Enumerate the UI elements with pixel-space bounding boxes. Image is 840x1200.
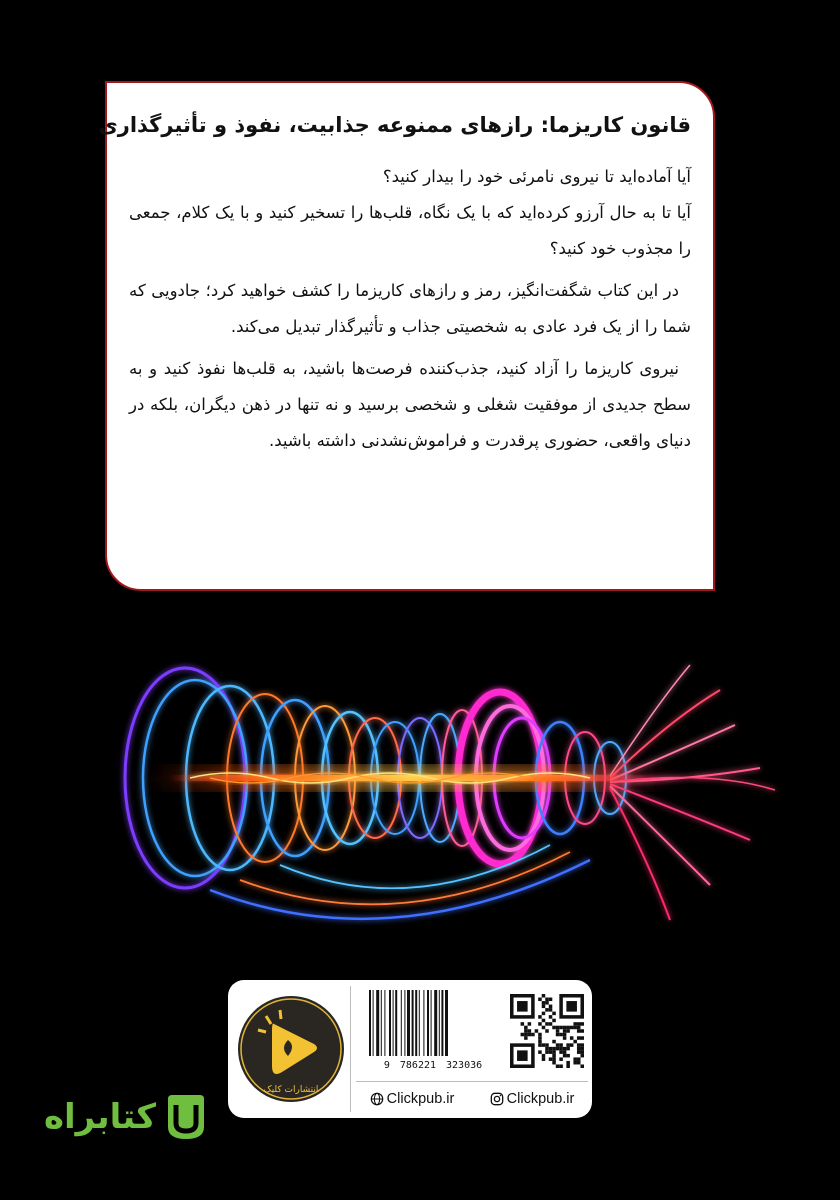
isbn-digit: 323036 (446, 1060, 483, 1071)
publisher-links (352, 1084, 592, 1114)
publisher-logo (236, 988, 346, 1110)
description-paragraph: آیا آماده‌اید تا نیروی نامرئی خود را بیدار کنید؟ (382, 167, 691, 186)
ketabrah-watermark (38, 1082, 208, 1152)
isbn-number (384, 1060, 482, 1071)
website-text: Clickpub.ir (386, 1091, 455, 1107)
isbn-barcode (360, 988, 506, 1074)
publisher-panel (228, 980, 592, 1118)
ketabrah-text: کتابراه (43, 1097, 156, 1137)
cover-artwork (70, 630, 790, 960)
description-paragraph: نیروی کاریزما را آزاد کنید، جذب‌کننده فرصت‌ها باشید، به قلب‌ها نفوذ کنید و به سطح جدیدی از موفقیت شغلی و شخصی برسید و نه تنها در ذهن دیگران، بلکه در دنیای واقعی، حضوری پرقدرت و فراموش‌نشدنی داشته باشید. (129, 359, 691, 450)
description-paragraph: آیا تا به حال آرزو کرده‌اید که با یک نگاه، قلب‌ها را تسخیر کنید و با یک کلام، جمعی را مجذوب خود کنید؟ (129, 203, 691, 258)
book-icon (164, 1093, 208, 1141)
instagram-icon (490, 1092, 504, 1106)
barcode-bars (363, 988, 503, 1058)
publisher-logo-text: انتشارات کلیک (263, 1085, 319, 1095)
isbn-digit: 786221 (399, 1060, 437, 1071)
divider (356, 1081, 588, 1082)
book-title: قانون کاریزما: رازهای ممنوعه جذابیت، نفوذ و تأثیرگذاری (98, 113, 691, 137)
description-paragraph: در این کتاب شگفت‌انگیز، رمز و رازهای کاریزما را کشف خواهید کرد؛ جادویی که شما را از یک فرد عادی به شخصیتی جذاب و تأثیرگذار تبدیل می‌کند. (129, 281, 691, 336)
isbn-digit: 9 (383, 1060, 390, 1071)
play-icon (236, 994, 346, 1104)
website-link[interactable] (370, 1091, 455, 1107)
globe-icon (370, 1092, 384, 1106)
qr-code (510, 988, 584, 1074)
divider (350, 986, 351, 1112)
instagram-text: Clickpub.ir (506, 1091, 575, 1107)
instagram-link[interactable] (490, 1091, 575, 1107)
description-card (98, 81, 715, 591)
